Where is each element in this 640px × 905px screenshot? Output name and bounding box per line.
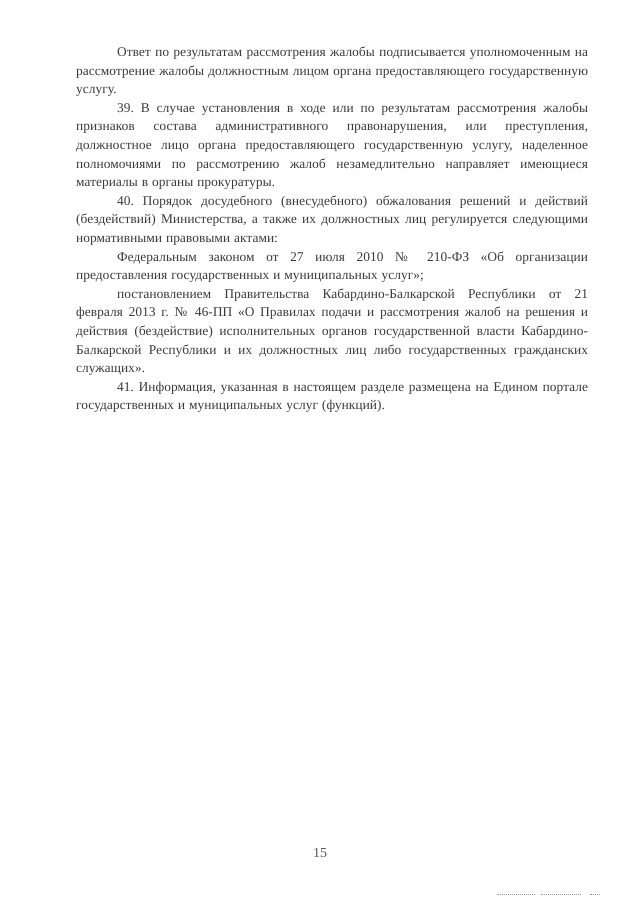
footer-dotted-mark [541,894,581,895]
paragraph-response-signing: Ответ по результатам рассмотрения жалобы подписывается уполномоченным на рассмотрение жалобы должностным лицом органа предоставляющего государственную услугу. [76,44,588,97]
page-number: 15 [313,846,327,861]
footer-dotted-mark [497,894,535,895]
paragraph-federal-law: Федеральным законом от 27 июля 2010 № 210-ФЗ «Об организации предоставления государственных и муниципальных услуг»; [76,248,588,283]
paragraph-41: 41. Информация, указанная в настоящем разделе размещена на Едином портале государственных и муниципальных услуг (функций). [76,378,588,413]
document-body [76,43,588,415]
paragraph-government-resolution: постановлением Правительства Кабардино-Балкарской Республики от 21 февраля 2013 г. № 46-ПП «О Правилах подачи и рассмотрения жалоб на решения и действия (бездействие) исполнительных органов государственной власти Кабардино-Балкарской Республики и их должностных лиц либо государственных гражданских служащих». [76,285,588,376]
footer-dotted-mark [590,894,600,895]
paragraph-39: 39. В случае установления в ходе или по результатам рассмотрения жалобы признаков состава административного правонарушения, или преступления, должностное лицо органа предоставляющего государственную услугу, наделенное полномочиями по рассмотрению жалоб незамедлительно направляет имеющиеся материалы в органы прокуратуры. [76,99,588,190]
paragraph-40: 40. Порядок досудебного (внесудебного) обжалования решений и действий (бездействий) Министерства, а также их должностных лиц регулируется следующими нормативными правовыми актами: [76,192,588,245]
